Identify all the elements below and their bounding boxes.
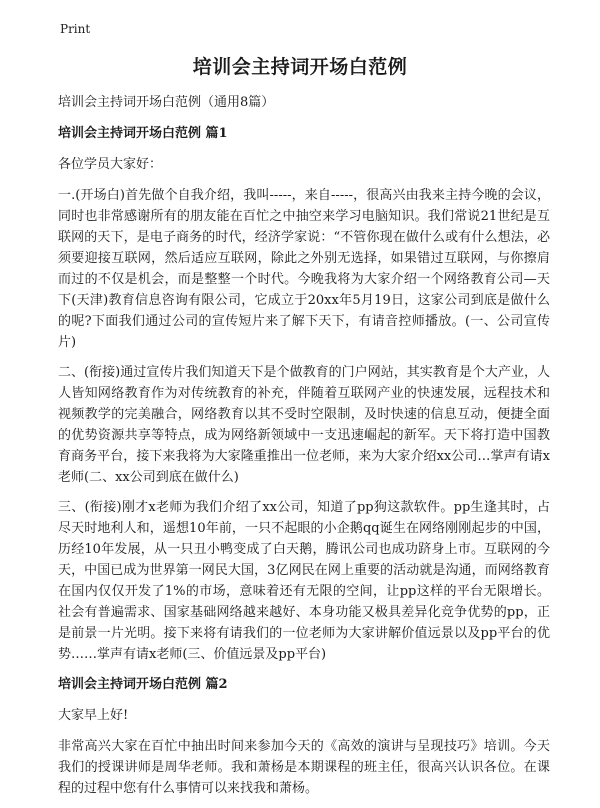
paragraph: 非常高兴大家在百忙中抽出时间来参加今天的《高效的演讲与呈现技巧》培训。今天我们的授课讲师是周华老师。我和萧杨是本期课程的班主任，很高兴认识各位。在课程的过程中您有什么事情可以来找我和萧杨。 <box>58 739 550 796</box>
section-heading: 培训会主持词开场白范例 篇1 <box>58 126 228 141</box>
paragraph: 二、(衔接)通过宣传片我们知道天下是个做教育的门户网站，其实教育是个大产业，人人皆知网络教育作为对传统教育的补充，伴随着互联网产业的快速发展，远程技术和视频教学的完美融合，网络教育以其不受时空限制，及时快速的信息互动，便捷全面的优势资源共享等特点，成为网络新领域中一支迅速崛起的新军。天下将打造中国教育商务平台，接下来我将为大家隆重推出一位老师，来为大家介绍xx公司…掌声有请x老师(二、xx公司到底在做什么) <box>58 365 550 485</box>
section-2 <box>58 674 550 799</box>
section-heading: 培训会主持词开场白范例 篇2 <box>58 677 228 692</box>
section-greeting: 大家早上好! <box>58 708 129 723</box>
document-subtitle: 培训会主持词开场白范例（通用8篇） <box>58 95 275 110</box>
paragraph: 三、(衔接)刚才x老师为我们介绍了xx公司，知道了pp狗这款软件。pp生逢其时，占尽天时地利人和，遥想10年前，一只不起眼的小企鹅qq诞生在网络刚刚起步的中国，历经10年发展，从一只丑小鸭变成了白天鹅，腾讯公司也成功跻身上市。互联网的今天，中国已成为世界第一网民大国，3亿网民在网上重要的活动就是沟通，而网络教育在国内仅仅开发了1%的市场，意味着还有无限的空间，让pp这样的平台无限增长。社会有普遍需求、国家基础网络越来越好、本身功能又极具差异化竞争优势的pp，正是前景一片光明。接下来将有请我们的一位老师为大家讲解价值远景以及pp平台的优势……掌声有请x老师(三、价值远景及pp平台) <box>58 500 550 662</box>
section-1 <box>58 123 550 665</box>
document-body <box>58 92 550 808</box>
paragraph: 一.(开场白)首先做个自我介绍，我叫-----，来自-----，很高兴由我来主持今晚的会议，同时也非常感谢所有的朋友能在百忙之中抽空来学习电脑知识。我们常说21世纪是互联网的天下，是电子商务的时代，经济学家说：“不管你现在做什么或有什么想法，必须要迎接互联网，然后适应互联网，除此之外别无选择，如果错过互联网，与你擦肩而过的不仅是机会，而是整整一个时代。今晚我将为大家介绍一个网络教育公司—天下(天津)教育信息咨询有限公司，它成立于20xx年5月19日，这家公司到底是做什么的呢?下面我们通过公司的宣传短片来了解下天下，有请音控师播放。(一、公司宣传片) <box>58 188 550 350</box>
print-link[interactable]: Print <box>60 22 91 36</box>
document-title: 培训会主持词开场白范例 <box>192 56 408 78</box>
section-greeting: 各位学员大家好： <box>58 157 163 172</box>
